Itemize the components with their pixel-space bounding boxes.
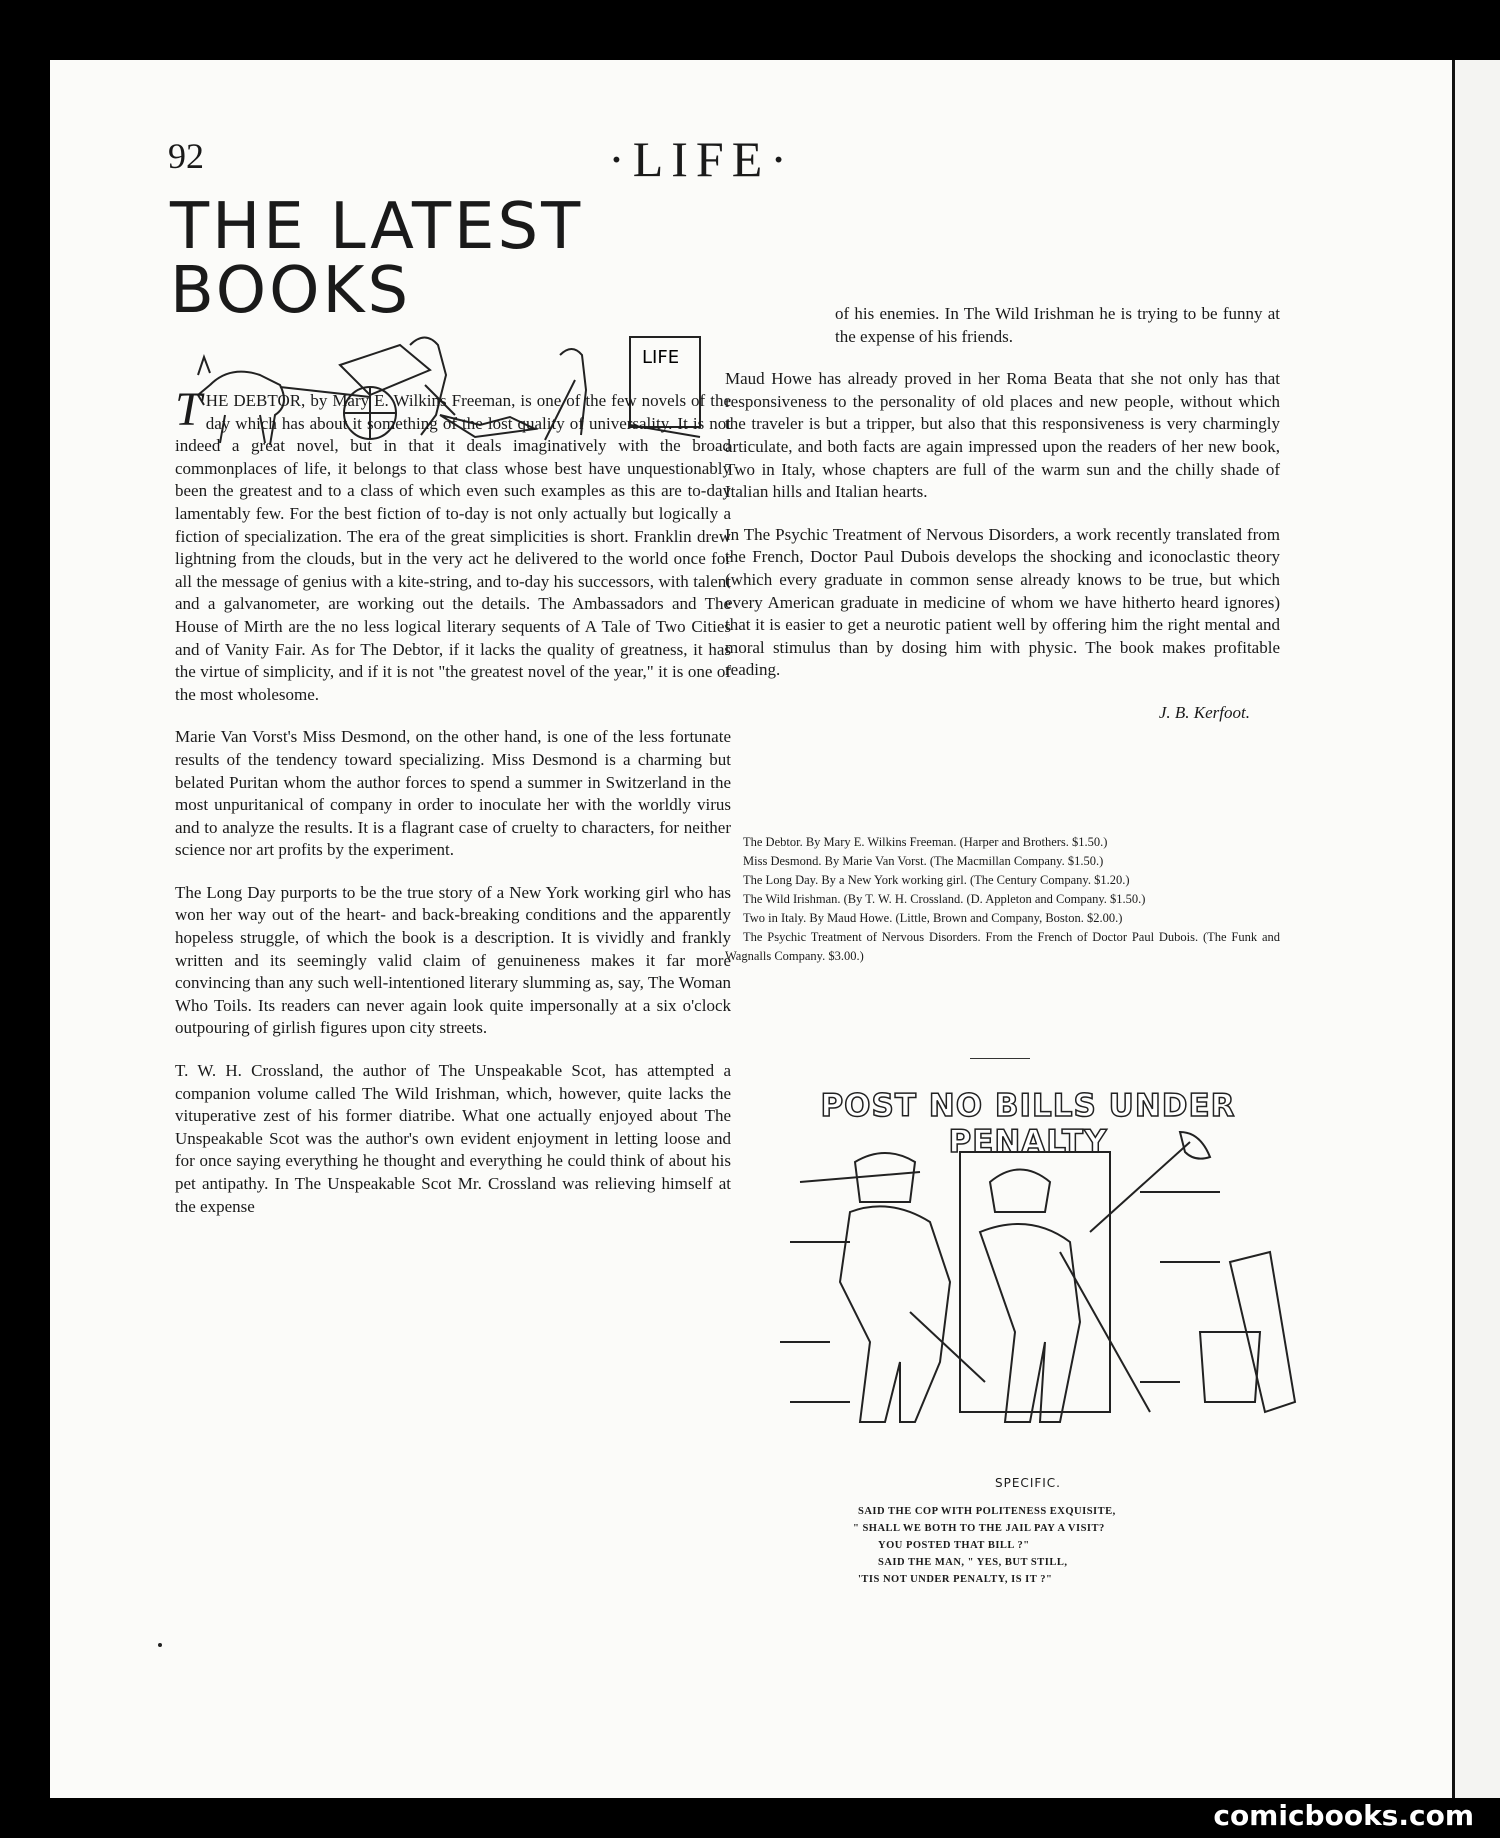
reference-item: Two in Italy. By Maud Howe. (Little, Brown and Company, Boston. $2.00.) bbox=[743, 911, 1123, 925]
sign-lettering: LIFE bbox=[642, 347, 680, 368]
cartoon-illustration bbox=[760, 1122, 1305, 1472]
book-references bbox=[725, 833, 1280, 966]
watermark: comicbooks.com bbox=[1213, 1799, 1474, 1832]
paragraph: The Long Day purports to be the true story of a New York working girl who has won her way out of the heart- and back-breaking conditions and the apparently hopeless struggle, of which the book is a description. It is vividly and frankly written and its seemingly valid claim of genuineness makes it far more convincing than any such well-intentioned literary slumming as, say, The Woman Who Toils. Its readers can never again look quite impersonally at a six o'clock outpouring of girlish figures upon city streets. bbox=[175, 882, 731, 1038]
reference-item: The Long Day. By a New York working girl. (The Century Company. $1.20.) bbox=[743, 873, 1130, 887]
reference-item: The Debtor. By Mary E. Wilkins Freeman. (Harper and Brothers. $1.50.) bbox=[743, 835, 1108, 849]
reference-item: The Wild Irishman. (By T. W. H. Crossland. (D. Appleton and Company. $1.50.) bbox=[743, 892, 1146, 906]
author-signature: J. B. Kerfoot. bbox=[1158, 702, 1250, 722]
paragraph: Maud Howe has already proved in her Roma Beata that she not only has that responsiveness to the personality of old places and new people, without which the traveler is but a tripper, but also that this responsiveness is very charmingly articulate, and both facts are again impressed upon the readers of her new book, Two in Italy, whose chapters are full of the warm sun and the chilly shade of Italian hills and Italian hearts. bbox=[725, 369, 1280, 502]
article-column-left bbox=[175, 383, 731, 1238]
paragraph: T. W. H. Crossland, the author of The Unspeakable Scot, has attempted a companion volume called The Wild Irishman, which, however, quite lacks the vituperative zest of his former diatribe. What one actually enjoyed about The Unspeakable Scot was the author's own evident enjoyment in letting loose and for once saying everything he thought and everything he could think of about his pet antipathy. In The Unspeakable Scot Mr. Crossland was relieving himself at the expense bbox=[175, 1061, 731, 1216]
article-column-right bbox=[725, 303, 1280, 745]
verse-line: " SHALL WE BOTH TO THE JAIL PAY A VISIT? bbox=[853, 1523, 1105, 1534]
reference-item: Miss Desmond. By Marie Van Vorst. (The Macmillan Company. $1.50.) bbox=[743, 854, 1104, 868]
cartoon-verse bbox=[738, 1503, 1318, 1588]
adjacent-page-edge bbox=[1452, 60, 1500, 1798]
paragraph: THE DEBTOR, by Mary E. Wilkins Freeman, is one of the few novels of the day which has about it something of the lost quality of universality. It is not indeed a great novel, but in that it deals imaginatively with the broad commonplaces of life, it belongs to that class whose best have unquestionably been the greatest and to a class of which even such examples as this are to-day lamentably few. For the best fiction of to-day is not only actually but logically a fiction of specialization. The era of the great simplicities is short. Franklin drew lightning from the clouds, but in the very act he delivered to the world once for all the message of genius with a kite-string, and to-day his successors, with talent and a galvanometer, are working out the details. The Ambassadors and The House of Mirth are the no less logical literary sequents of A Tale of Two Cities and of Vanity Fair. As for The Debtor, if it lacks the quality of greatness, it has the virtue of simplicity, and if it is not "the greatest novel of the year," it is one of the most wholesome. bbox=[175, 383, 731, 704]
section-divider bbox=[970, 1058, 1030, 1059]
verse-line: SAID THE COP WITH POLITENESS EXQUISITE, bbox=[858, 1506, 1116, 1517]
reference-item: The Psychic Treatment of Nervous Disorders. From the French of Doctor Paul Dubois. (The Funk and Wagnalls Company. $3.00.) bbox=[725, 930, 1280, 963]
page-number: 92 bbox=[168, 136, 204, 176]
verse-line: 'TIS NOT UNDER PENALTY, IS IT ?" bbox=[858, 1574, 1053, 1585]
cartoon-caption: SPECIFIC. bbox=[995, 1476, 1061, 1490]
paragraph: Marie Van Vorst's Miss Desmond, on the other hand, is one of the less fortunate results of the tendency toward specializing. Miss Desmond is a charming but belated Puritan whom the author forces to spend a summer in Switzerland in the most unpuritanical of company in order to inoculate her with the worldly virus and to analyze the results. It is a flagrant case of cruelty to characters, for neither science nor art profits by the experiment. bbox=[175, 727, 731, 860]
cartoon-title: POST NO BILLS UNDER PENALTY bbox=[820, 1088, 1236, 1160]
verse-line: SAID THE MAN, " YES, BUT STILL, bbox=[878, 1557, 1068, 1568]
title-lettering: THE LATEST BOOKS bbox=[170, 190, 584, 328]
verse-line: YOU POSTED THAT BILL ?" bbox=[878, 1540, 1030, 1551]
masthead: ·LIFE· bbox=[608, 131, 795, 187]
paragraph: In The Psychic Treatment of Nervous Disorders, a work recently translated from the French, Doctor Paul Dubois develops the shocking and iconoclastic theory (which every graduate in common sense already knows to be true, but which every American graduate in medicine of whom we have hitherto heard ignores) that it is easier to get a neurotic patient well by offering him the right mental and moral stimulus than by dosing him with physic. The book makes profitable reading. bbox=[725, 524, 1280, 680]
drop-cap: T bbox=[175, 383, 202, 436]
ink-speck bbox=[158, 1643, 162, 1647]
paragraph: of his enemies. In The Wild Irishman he is trying to be funny at the expense of his friends. bbox=[835, 304, 1280, 346]
